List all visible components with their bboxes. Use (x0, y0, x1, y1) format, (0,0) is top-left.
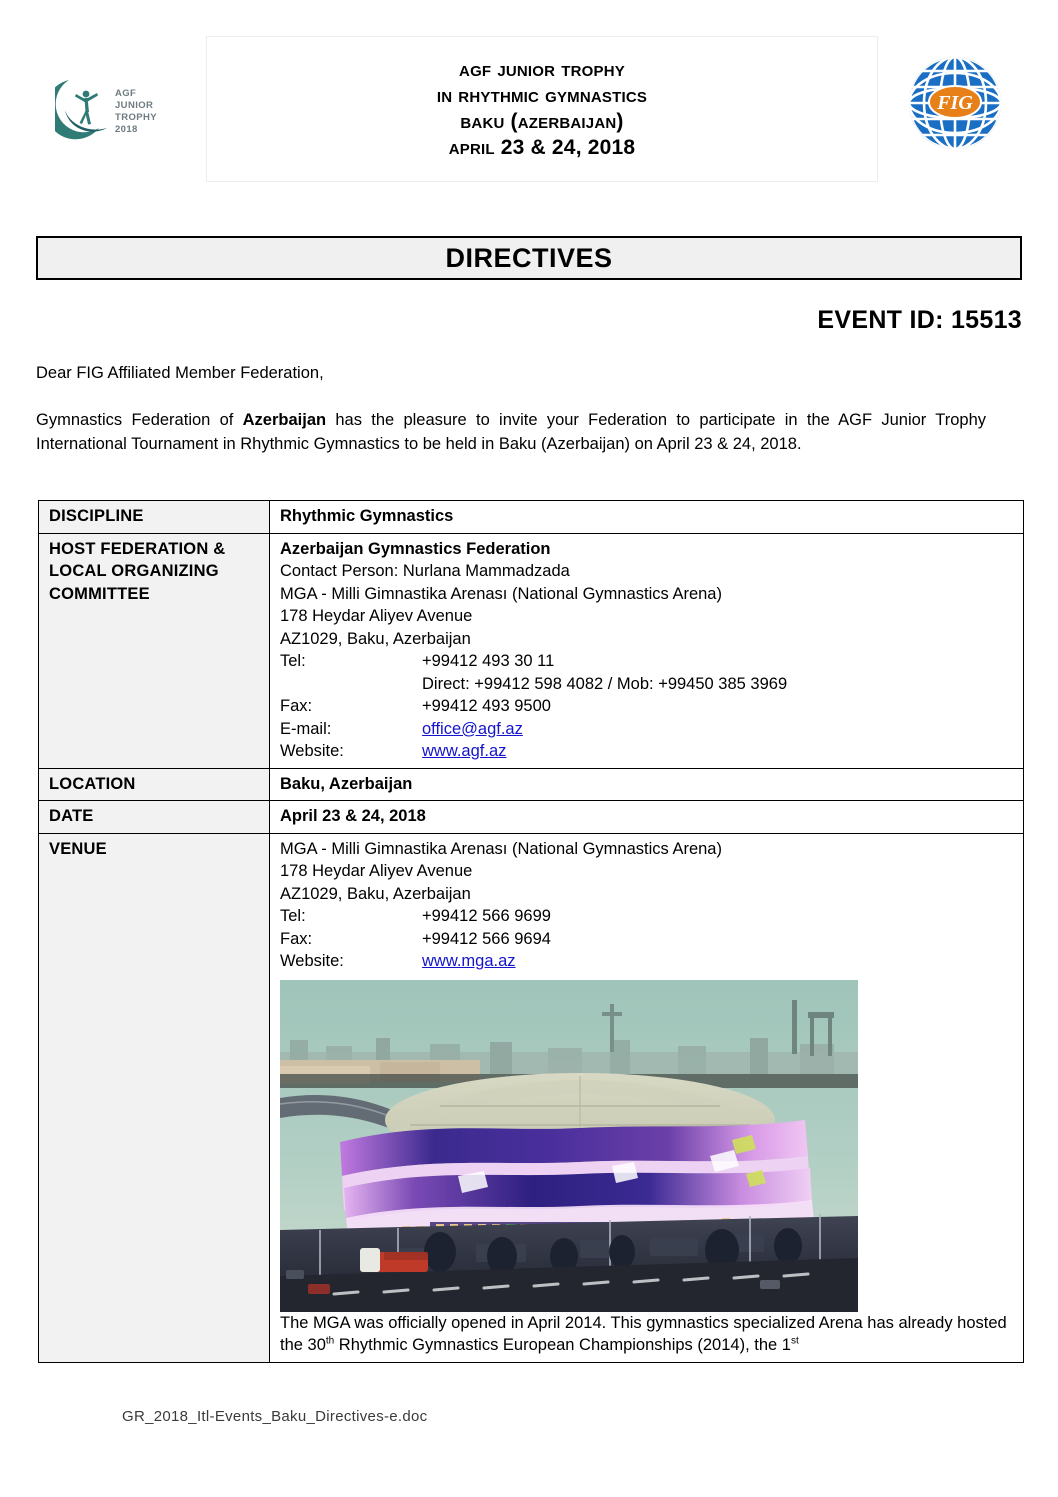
host-direct-row (280, 673, 1015, 696)
venue-note-part2: Rhythmic Gymnastics European Championships (2014), the 1 (334, 1336, 791, 1354)
svg-text:JUNIOR: JUNIOR (115, 100, 154, 111)
venue-note-sup2: st (790, 1335, 799, 1347)
host-email-link[interactable]: office@agf.az (422, 719, 523, 738)
svg-text:TROPHY: TROPHY (115, 112, 157, 123)
row-label-location: LOCATION (39, 768, 270, 801)
row-value-host-federation (270, 533, 1024, 768)
venue-note-sup1: th (325, 1335, 335, 1347)
fig-logo-text: FIG (937, 92, 973, 114)
title-line-3: baku (azerbaijan) (460, 110, 624, 133)
title-line-4: april 23 & 24, 2018 (448, 136, 636, 159)
title-line-2: in rhythmic gymnastics (436, 84, 648, 107)
host-tel-value: +99412 493 30 11 (422, 652, 555, 670)
svg-text:2018: 2018 (115, 124, 138, 135)
table-row-discipline (39, 501, 1024, 534)
venue-fax-label: Fax: (280, 929, 313, 948)
host-tel-row (280, 650, 1015, 673)
table-row-host-federation (39, 533, 1024, 768)
row-value-location (270, 768, 1024, 801)
salutation: Dear FIG Affiliated Member Federation, (36, 364, 324, 382)
intro-paragraph (36, 409, 986, 456)
venue-tel-label: Tel: (280, 907, 306, 925)
intro-country: Azerbaijan (242, 411, 327, 429)
event-id: EVENT ID: 15513 (817, 306, 1022, 334)
footer-filename: GR_2018_Itl-Events_Baku_Directives-e.doc (122, 1408, 428, 1425)
intro-before: Gymnastics Federation of (36, 411, 243, 429)
host-fax-row (280, 695, 1015, 718)
directives-title-box (36, 236, 1022, 280)
venue-note-part1: The MGA was officially opened in April 2014. This gymnastics specialized Arena has already hosted the 30 (280, 1313, 1007, 1354)
host-email-label: E-mail: (280, 719, 332, 738)
date-value: April 23 & 24, 2018 (280, 807, 426, 825)
host-fax-value: +99412 493 9500 (422, 697, 551, 715)
document-header (0, 0, 1058, 200)
venue-website-label: Website: (280, 952, 344, 970)
table-row-location (39, 768, 1024, 801)
venue-website-row (280, 950, 1015, 973)
svg-text:AGF: AGF (115, 88, 137, 99)
arena-photo (280, 980, 858, 1312)
host-contact-person: Contact Person: Nurlana Mammadzada (280, 562, 570, 580)
host-federation-name: Azerbaijan Gymnastics Federation (280, 539, 551, 558)
host-city: AZ1029, Baku, Azerbaijan (280, 629, 471, 648)
host-arena: MGA - Milli Gimnastika Arenası (National Gymnastics Arena) (280, 584, 722, 603)
agf-junior-trophy-logo (55, 72, 165, 142)
title-line-1: agf junior trophy (459, 58, 625, 81)
host-street: 178 Heydar Aliyev Avenue (280, 607, 473, 625)
row-label-discipline: DISCIPLINE (39, 501, 270, 534)
venue-website-link[interactable]: www.mga.az (422, 952, 516, 970)
host-direct-value: Direct: +99412 598 4082 / Mob: +99450 385 3969 (422, 674, 788, 693)
venue-arena: MGA - Milli Gimnastika Arenası (National Gymnastics Arena) (280, 839, 722, 858)
fig-logo (901, 44, 1009, 162)
intro-after: has the pleasure to invite your Federation to participate in the AGF Junior Trophy International Tournament in Rhythmic Gymnastics to be held in Baku (Azerbaijan) on April 23 & 24, 2018. (36, 411, 986, 453)
venue-street: 178 Heydar Aliyev Avenue (280, 862, 473, 880)
row-value-discipline (270, 501, 1024, 534)
venue-fax-row (280, 928, 1015, 951)
host-website-link[interactable]: www.agf.az (422, 742, 507, 760)
table-row-date (39, 801, 1024, 834)
host-tel-label: Tel: (280, 652, 306, 670)
row-label-venue: VENUE (39, 833, 270, 1362)
row-value-date (270, 801, 1024, 834)
event-title-box (206, 36, 878, 182)
row-label-host-federation: HOST FEDERATION & LOCAL ORGANIZING COMMITTEE (39, 533, 270, 768)
directives-title: DIRECTIVES (445, 242, 613, 273)
host-website-label: Website: (280, 742, 344, 760)
host-email-row (280, 718, 1015, 741)
venue-fax-value: +99412 566 9694 (422, 929, 551, 948)
table-row-venue (39, 833, 1024, 1362)
venue-tel-value: +99412 566 9699 (422, 907, 551, 925)
venue-city: AZ1029, Baku, Azerbaijan (280, 884, 471, 903)
venue-note (280, 1314, 1007, 1355)
discipline-value: Rhythmic Gymnastics (280, 507, 454, 525)
event-details-table (38, 500, 1024, 1363)
location-value: Baku, Azerbaijan (280, 774, 413, 793)
row-value-venue (270, 833, 1024, 1362)
host-fax-label: Fax: (280, 697, 313, 715)
row-label-date: DATE (39, 801, 270, 834)
host-website-row (280, 740, 1015, 763)
venue-tel-row (280, 905, 1015, 928)
